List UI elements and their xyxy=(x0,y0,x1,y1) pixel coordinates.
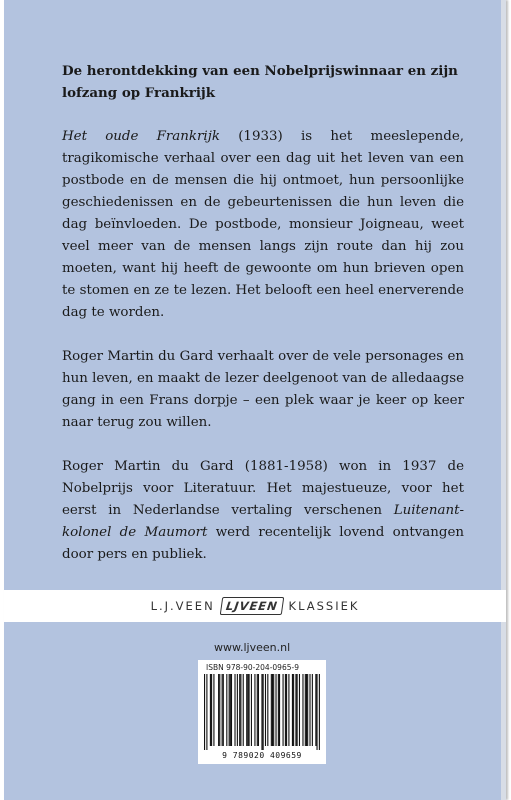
barcode-bar xyxy=(297,674,298,746)
barcode-bar xyxy=(299,674,300,746)
blurb-heading: De herontdekking van een Nobelprijswinnaar en zijn lofzang op Frankrijk xyxy=(62,63,458,101)
barcode-bar xyxy=(316,674,317,750)
isbn-text: ISBN 978-90-204-0965-9 xyxy=(206,663,299,672)
barcode-bar xyxy=(265,674,266,746)
blurb-paragraph-2: Roger Martin du Gard verhaalt over de vele personages en hun leven, en maakt de lezer deelgenoot van de alledaagse gang in een Frans dorpje – een plek waar je keer op keer naar terug zou willen. xyxy=(62,349,464,430)
barcode-bar xyxy=(312,674,313,746)
barcode-bar xyxy=(272,674,273,746)
barcode-bar xyxy=(239,674,240,746)
barcode-bar xyxy=(283,674,284,746)
blurb-paragraph-3-start: Roger Martin du Gard (1881-1958) won in 1937 de Nobelprijs voor Literatuur. Het majestueuze, voor het eerst in Nederlandse vertaling verschenen xyxy=(62,459,464,518)
barcode-bar xyxy=(271,674,272,746)
barcode-bar xyxy=(254,674,255,746)
barcode-bar xyxy=(295,674,296,746)
barcode-label xyxy=(198,660,326,764)
barcode-bar xyxy=(267,674,268,746)
book-title: Het oude Frankrijk xyxy=(62,129,220,144)
barcode-bar xyxy=(243,674,244,746)
barcode-bar xyxy=(307,674,308,746)
cover-edge xyxy=(501,0,506,800)
blurb-paragraph-3-end: werd recentelijk lovend ontvangen door pers en publiek. xyxy=(62,525,464,562)
barcode-bar xyxy=(305,674,306,746)
barcode-bar xyxy=(292,674,293,746)
barcode-bar xyxy=(249,674,250,746)
website-url: www.ljveen.nl xyxy=(214,641,291,654)
publisher-name: L.J.VEEN xyxy=(150,599,215,613)
barcode-bar xyxy=(229,674,230,746)
barcode-bar xyxy=(275,674,276,746)
barcode-bar xyxy=(263,674,264,750)
series-name: KLASSIEK xyxy=(288,599,360,613)
barcode-icon xyxy=(204,674,320,750)
barcode-bar xyxy=(257,674,258,746)
barcode-bar xyxy=(211,674,212,746)
barcode-bar xyxy=(246,674,247,746)
publisher-logo: LJVEEN xyxy=(219,597,283,615)
blurb-paragraph-1-text: (1933) is het meeslepende, tragikomische verhaal over een dag uit het leven van een postbode en de mensen die hij ontmoet, hun persoonlijke geschiedenissen en de gebeurtenissen die hun leven die dag beïnvloeden. De postbode, monsieur Joigneau, weet veel meer van de mensen langs zijn route dan hij zou moeten, want hij heeft de gewoonte om hun brieven open te stomen en ze te lezen. Het belooft een heel enerverende dag te worden. xyxy=(62,129,464,320)
barcode-bar xyxy=(251,674,252,746)
barcode-bar xyxy=(285,674,286,746)
barcode-bar xyxy=(273,674,274,746)
barcode-bar xyxy=(315,674,316,746)
barcode-bar xyxy=(223,674,224,746)
barcode-bar xyxy=(319,674,320,750)
barcode-bar xyxy=(206,674,207,750)
barcode-bar xyxy=(237,674,238,746)
blurb-text xyxy=(62,60,464,588)
barcode-bar xyxy=(218,674,219,746)
barcode-bar xyxy=(288,674,289,746)
barcode-bar xyxy=(234,674,235,746)
barcode-bar xyxy=(306,674,307,746)
barcode-bar xyxy=(231,674,232,746)
series-band xyxy=(4,590,506,622)
barcode-bar xyxy=(279,674,280,746)
barcode-bar xyxy=(247,674,248,746)
barcode-bar xyxy=(258,674,259,746)
barcode-bar xyxy=(219,674,220,746)
barcode-bar xyxy=(204,674,205,750)
barcode-bar xyxy=(293,674,294,746)
blurb-paragraph-1 xyxy=(62,126,464,324)
barcode-bar xyxy=(302,674,303,746)
barcode-bar xyxy=(309,674,310,746)
barcode-bar xyxy=(240,674,241,746)
barcode-bar xyxy=(261,674,262,750)
barcode-bar xyxy=(286,674,287,746)
other-book-title: Luitenant-kolonel de Maumort xyxy=(62,503,464,540)
barcode-bar xyxy=(278,674,279,746)
barcode-bar xyxy=(222,674,223,746)
barcode-bar xyxy=(230,674,231,746)
blurb-paragraph-3 xyxy=(62,456,464,566)
ean-digits: 9 789020 409659 xyxy=(222,751,302,760)
barcode-bar xyxy=(213,674,214,746)
barcode-bar xyxy=(226,674,227,746)
barcode-bar xyxy=(210,674,211,746)
